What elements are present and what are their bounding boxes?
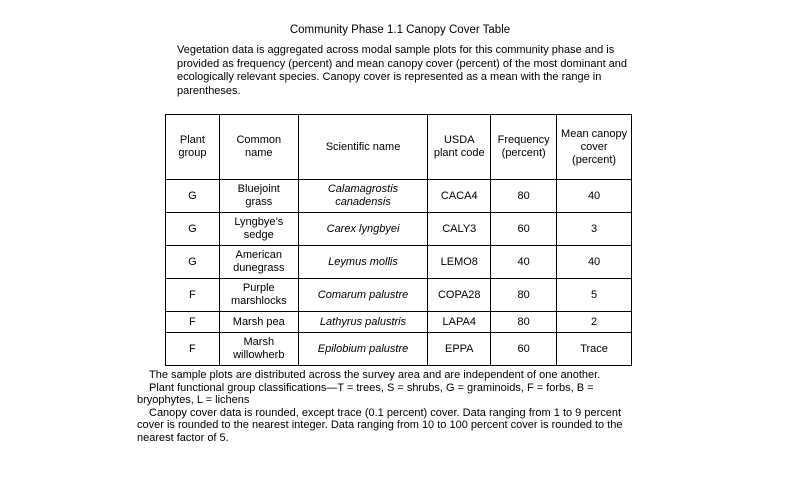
note-sample-plots: The sample plots are distributed across the survey area and are independent of one another. bbox=[149, 369, 601, 381]
table-row bbox=[166, 279, 632, 312]
cell-scientific-name: Carex lyngbyei bbox=[298, 213, 428, 246]
header-plant-group: Plant group bbox=[166, 115, 220, 180]
cell-canopy-cover: 5 bbox=[557, 279, 632, 312]
cell-common-name: Marsh willowherb bbox=[219, 333, 298, 366]
cell-scientific-name: Comarum palustre bbox=[298, 279, 428, 312]
cell-frequency: 80 bbox=[491, 279, 557, 312]
table-notes bbox=[137, 369, 642, 444]
header-usda-plant-code: USDA plant code bbox=[428, 115, 491, 180]
cell-canopy-cover: 2 bbox=[557, 312, 632, 333]
cell-canopy-cover: 40 bbox=[557, 180, 632, 213]
header-frequency: Frequency (percent) bbox=[491, 115, 557, 180]
cell-plant-group: G bbox=[166, 180, 220, 213]
page-title: Community Phase 1.1 Canopy Cover Table bbox=[289, 24, 511, 36]
cell-scientific-name: Leymus mollis bbox=[298, 246, 428, 279]
note-functional-groups: Plant functional group classifications—T = trees, S = shrubs, G = graminoids, F = forbs, B = bryophytes, L = lichens bbox=[137, 381, 594, 406]
note-canopy-rounding: Canopy cover data is rounded, except trace (0.1 percent) cover. Data ranging from 1 to 9 percent cover is rounded to the nearest integer. Data ranging from 10 to 100 percent cover is rounded to the nearest factor of 5. bbox=[137, 406, 623, 444]
cell-frequency: 40 bbox=[491, 246, 557, 279]
cell-usda-code: COPA28 bbox=[428, 279, 491, 312]
cell-common-name: American dunegrass bbox=[219, 246, 298, 279]
cell-canopy-cover: 3 bbox=[557, 213, 632, 246]
cell-plant-group: G bbox=[166, 246, 220, 279]
cell-common-name: Marsh pea bbox=[219, 312, 298, 333]
cell-scientific-name: Epilobium palustre bbox=[298, 333, 428, 366]
cell-frequency: 60 bbox=[491, 213, 557, 246]
cell-scientific-name: Lathyrus palustris bbox=[298, 312, 428, 333]
table-row bbox=[166, 180, 632, 213]
cell-plant-group: F bbox=[166, 279, 220, 312]
cell-common-name: Bluejoint grass bbox=[219, 180, 298, 213]
cell-usda-code: EPPA bbox=[428, 333, 491, 366]
cell-plant-group: F bbox=[166, 312, 220, 333]
cell-canopy-cover: 40 bbox=[557, 246, 632, 279]
cell-common-name: Purple marshlocks bbox=[219, 279, 298, 312]
cell-common-name: Lyngbye’s sedge bbox=[219, 213, 298, 246]
canopy-cover-table bbox=[165, 114, 632, 366]
intro-paragraph: Vegetation data is aggregated across modal sample plots for this community phase and is provided as frequency (percent) and mean canopy cover (percent) of the most dominant and ecologically relevant species. Canopy cover is represented as a mean with the range in parentheses. bbox=[177, 44, 628, 97]
table-row bbox=[166, 333, 632, 366]
table-row bbox=[166, 213, 632, 246]
header-scientific-name: Scientific name bbox=[298, 115, 428, 180]
header-common-name: Common name bbox=[219, 115, 298, 180]
cell-canopy-cover: Trace bbox=[557, 333, 632, 366]
table-row bbox=[166, 312, 632, 333]
header-mean-canopy-cover: Mean canopy cover (percent) bbox=[557, 115, 632, 180]
cell-usda-code: LAPA4 bbox=[428, 312, 491, 333]
cell-frequency: 60 bbox=[491, 333, 557, 366]
cell-usda-code: CALY3 bbox=[428, 213, 491, 246]
cell-plant-group: F bbox=[166, 333, 220, 366]
table-header-row bbox=[166, 115, 632, 180]
cell-plant-group: G bbox=[166, 213, 220, 246]
cell-usda-code: CACA4 bbox=[428, 180, 491, 213]
cell-frequency: 80 bbox=[491, 180, 557, 213]
cell-scientific-name: Calamagrostis canadensis bbox=[298, 180, 428, 213]
table-row bbox=[166, 246, 632, 279]
cell-frequency: 80 bbox=[491, 312, 557, 333]
cell-usda-code: LEMO8 bbox=[428, 246, 491, 279]
